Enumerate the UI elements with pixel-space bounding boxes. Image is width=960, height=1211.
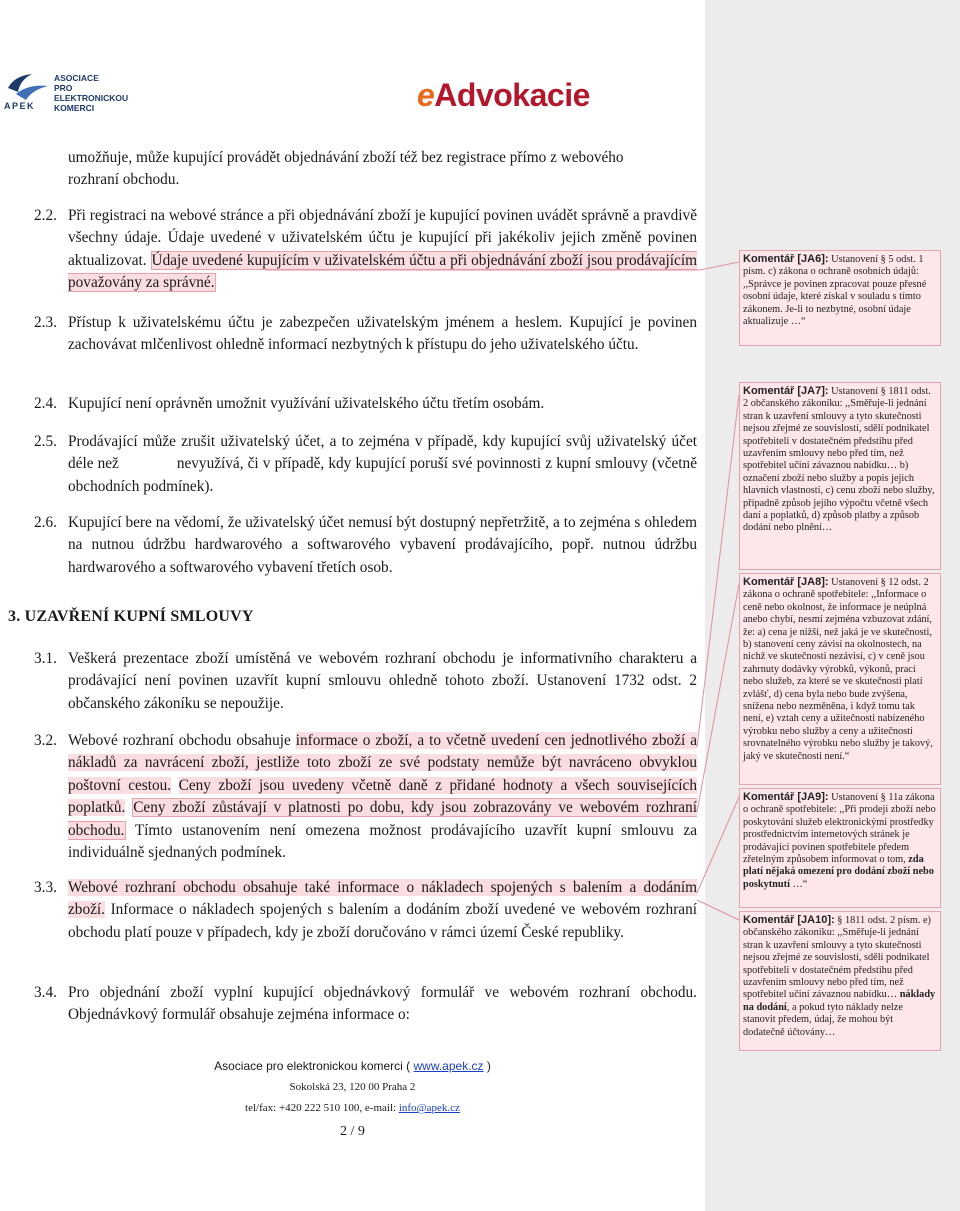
- footer-text: tel/fax: +420 222 510 100, e-mail:: [245, 1102, 399, 1114]
- section-number: 2.3.: [34, 314, 57, 331]
- section-2-6: Kupující bere na vědomí, že uživatelský účet nemusí být dostupný nepřetržitě, a to zejména s ohledem na nutnou údržbu hardwarového a softwarového vybavení prodávajícího, popř. nutnou údržbu hardwarového a softwarového vybavení třetích osob.: [68, 514, 697, 576]
- comment-text: Ustanovení § 5 odst. 1 písm. c) zákona o ochraně osobních údajů: ,,Správce je povinen zpracovat pouze přesné osobní údaje, které získal v souladu s tímto zákonem. Je-li to nezbytné, osobní údaje aktualizuje …“: [743, 254, 927, 328]
- comment-title: Komentář [JA7]:: [743, 385, 829, 397]
- footer-org: [0, 1059, 705, 1073]
- comment-ja7[interactable]: [739, 382, 941, 570]
- commented-text-ja8a[interactable]: Ceny zboží jsou uvedeny včetně daně z přidané hodnoty a všech souvisejících poplatků.: [68, 776, 697, 817]
- footer-text: Asociace pro elektronickou komerci (: [214, 1059, 414, 1073]
- comment-text: , a pokud tyto náklady nelze stanovit předem, údaj, že mohou být dodatečně účtovány…: [743, 1001, 903, 1038]
- comment-title: Komentář [JA9]:: [743, 791, 829, 803]
- footer-address: Sokolská 23, 120 00 Praha 2: [289, 1081, 416, 1093]
- section-heading: 3. UZAVŘENÍ KUPNÍ SMLOUVY: [8, 608, 254, 625]
- apek-line: PRO: [54, 83, 73, 93]
- text-run: Webové rozhraní obchodu obsahuje: [68, 732, 296, 749]
- eadv-rest: Advokacie: [434, 77, 590, 113]
- comment-ja10[interactable]: [739, 911, 941, 1051]
- footer-email-link[interactable]: info@apek.cz: [398, 1102, 460, 1114]
- section-number: 3.2.: [34, 732, 57, 749]
- apek-abbr: APEK: [4, 101, 36, 111]
- apek-line: ASOCIACE: [54, 73, 99, 83]
- text-run: Tímto ustanovením není omezena možnost prodávajícího uzavřít kupní smlouvu za individuálně sjednaných podmínek.: [68, 821, 697, 862]
- text-run: [171, 777, 179, 794]
- commented-text-ja9[interactable]: Webové rozhraní obchodu obsahuje také informace o nákladech spojených s balením a dodáním zboží.: [68, 879, 697, 919]
- section-3-4: Pro objednání zboží vyplní kupující objednávkový formulář ve webovém rozhraní obchodu. Objednávkový formulář obsahuje zejména informace o:: [68, 984, 697, 1024]
- comment-text: § 1811 odst. 2 písm. e) občanského zákoníku: ,,Směřuje-li jednání stran k uzavření smlouvy a tyto skutečnosti nejsou zřejmé ze souvislostí, sdělí podnikatel spotřebiteli v dostatečném předstihu před uzavřením smlouvy nebo před tím, než spotřebitel učiní závaznou nabídku…: [743, 915, 931, 1001]
- comment-text: Ustanovení § 12 odst. 2 zákona o ochraně spotřebitele: ,,Informace o ceně nebo okolnost, že informace je neúplná anebo chybí, nesmí zejména vzbuzovat zdání, že: a) cena je nižší, než jaká je ve skutečnosti, b) stanovení ceny závisí na okolnostech, na nichž ve skutečnosti nezávisí, c) v ceně jsou zahrnuty dodávky výrobků, výkonů, prací nebo služeb, za které se ve skutečnosti platí zvlášť, d) cena byla nebo bude zvýšena, snížena nebo nezměněna, i když tomu tak není, e) vztah ceny a užitečnosti nabízeného výrobku nebo služby a ceny a užitečnosti srovnatelného výrobku nebo služby je takový, jaký ve skutečnosti není.“: [743, 577, 933, 762]
- section-2-2: [68, 205, 697, 295]
- text-run: nevyužívá, či v případě, kdy kupující poruší své povinnosti z kupní smlouvy (včetně obchodních podmínek).: [68, 455, 697, 495]
- comment-text: …“: [789, 878, 808, 890]
- commented-text-ja7[interactable]: informace o zboží, a to včetně uvedení cen jednotlivého zboží a nákladů za navrácení zboží, jestliže toto zboží ze své podstaty nemůže být navráceno obvyklou poštovní cestou.: [68, 732, 697, 794]
- section-number: 2.4.: [34, 395, 57, 412]
- section-3-3: [68, 877, 697, 944]
- text-run: Údaje uvedené v uživatelském účtu je kupující při jakékoliv jejich změně povinen aktualizovat.: [68, 229, 697, 269]
- footer-contact: [0, 1102, 705, 1114]
- footer-text: ): [483, 1059, 491, 1073]
- section-number: 2.5.: [34, 433, 57, 450]
- section-2-5: [68, 431, 697, 498]
- comment-title: Komentář [JA8]:: [743, 576, 829, 588]
- comment-title: Komentář [JA6]:: [743, 253, 829, 265]
- apek-name: [54, 73, 134, 113]
- comment-text: Ustanovení § 11a zákona o ochraně spotřebitele: ,,Při prodeji zboží nebo poskytování služeb elektronickými prostředky prostřednictvím internetových stránek je prodávající povinen spotřebitele předem zřetelným způsobem informovat o tom,: [743, 792, 936, 866]
- section-number: 2.6.: [34, 514, 57, 531]
- eadvokacie-logo: [417, 76, 590, 114]
- text-run: Informace o nákladech spojených s balením a dodáním zboží uvedené ve webovém rozhraní obchodu platí pouze v případech, kdy je zboží doručováno v rámci území České republiky.: [68, 901, 697, 941]
- comment-bold: náklady na dodání: [743, 989, 936, 1013]
- comment-title: Komentář [JA10]:: [743, 914, 835, 926]
- comment-ja6[interactable]: [739, 250, 941, 346]
- section-number: 3.4.: [34, 984, 57, 1001]
- section-number: 3.3.: [34, 879, 57, 896]
- section-2-3: Přístup k uživatelskému účtu je zabezpečen uživatelským jménem a heslem. Kupující je povinen zachovávat mlčenlivost ohledně informací nezbytných k přístupu do jeho uživatelského účtu.: [68, 314, 697, 354]
- section-number: 2.2.: [34, 207, 57, 224]
- commented-text-ja6[interactable]: Údaje uvedené kupujícím v uživatelském účtu a při objednávání zboží jsou prodávajícím považovány za správné.: [68, 251, 697, 292]
- commented-text-ja8b[interactable]: Ceny zboží zůstávají v platnosti po dobu, kdy jsou zobrazovány ve webovém rozhraní obchodu.: [68, 799, 697, 839]
- apek-line: KOMERCI: [54, 103, 95, 113]
- section-2-4: Kupující není oprávněn umožnit využívání uživatelského účtu třetím osobám.: [68, 395, 545, 412]
- text-run: Prodávající může zrušit uživatelský účet, a to zejména v případě, kdy kupující svůj uživatelský účet déle než: [68, 433, 697, 473]
- text-run: Při registraci na webové stránce a při objednávání zboží je kupující povinen uvádět správně a pravdivě všechny údaje.: [68, 207, 697, 247]
- eadv-e: e: [417, 77, 435, 113]
- comment-ja9[interactable]: [739, 788, 941, 908]
- apek-line: ELEKTRONICKOU: [54, 93, 129, 103]
- section-3-2: [68, 730, 697, 864]
- comment-bold: zda platí nějaká omezení pro dodání zboží nebo poskytnutí: [743, 854, 934, 890]
- comment-text: Ustanovení § 1811 odst. 2 občanského zákoníku: ,,Směřuje-li jednání stran k uzavření smlouvy a tyto skutečnosti nejsou zřejmé ze souvislostí, sdělí podnikatel spotřebiteli v dostatečném předstihu před uzavřením smlouvy nebo před tím, než spotřebitel učiní závaznou nabídku… b) označení zboží nebo služby a popis jejich hlavních vlastností, c) cenu zboží nebo služby, případně způsob jejího výpočtu včetně všech daní a poplatků, d) způsob platby a způsob dodání nebo plnění…: [743, 386, 935, 534]
- comment-ja8[interactable]: [739, 573, 941, 785]
- section-3-1: Veškerá prezentace zboží umístěná ve webovém rozhraní obchodu je informativního charakteru a prodávající není povinen uzavřít kupní smlouvu ohledně tohoto zboží. Ustanovení 1732 odst. 2 občanského zákoníku se nepoužije.: [68, 650, 697, 712]
- footer-web-link[interactable]: www.apek.cz: [413, 1059, 484, 1073]
- section-number: 3.1.: [34, 650, 57, 667]
- intro-line: rozhraní obchodu.: [68, 171, 180, 188]
- page-number: 2 / 9: [340, 1124, 365, 1139]
- intro-line: umožňuje, může kupující provádět objednávání zboží též bez registrace přímo z webového: [68, 149, 624, 166]
